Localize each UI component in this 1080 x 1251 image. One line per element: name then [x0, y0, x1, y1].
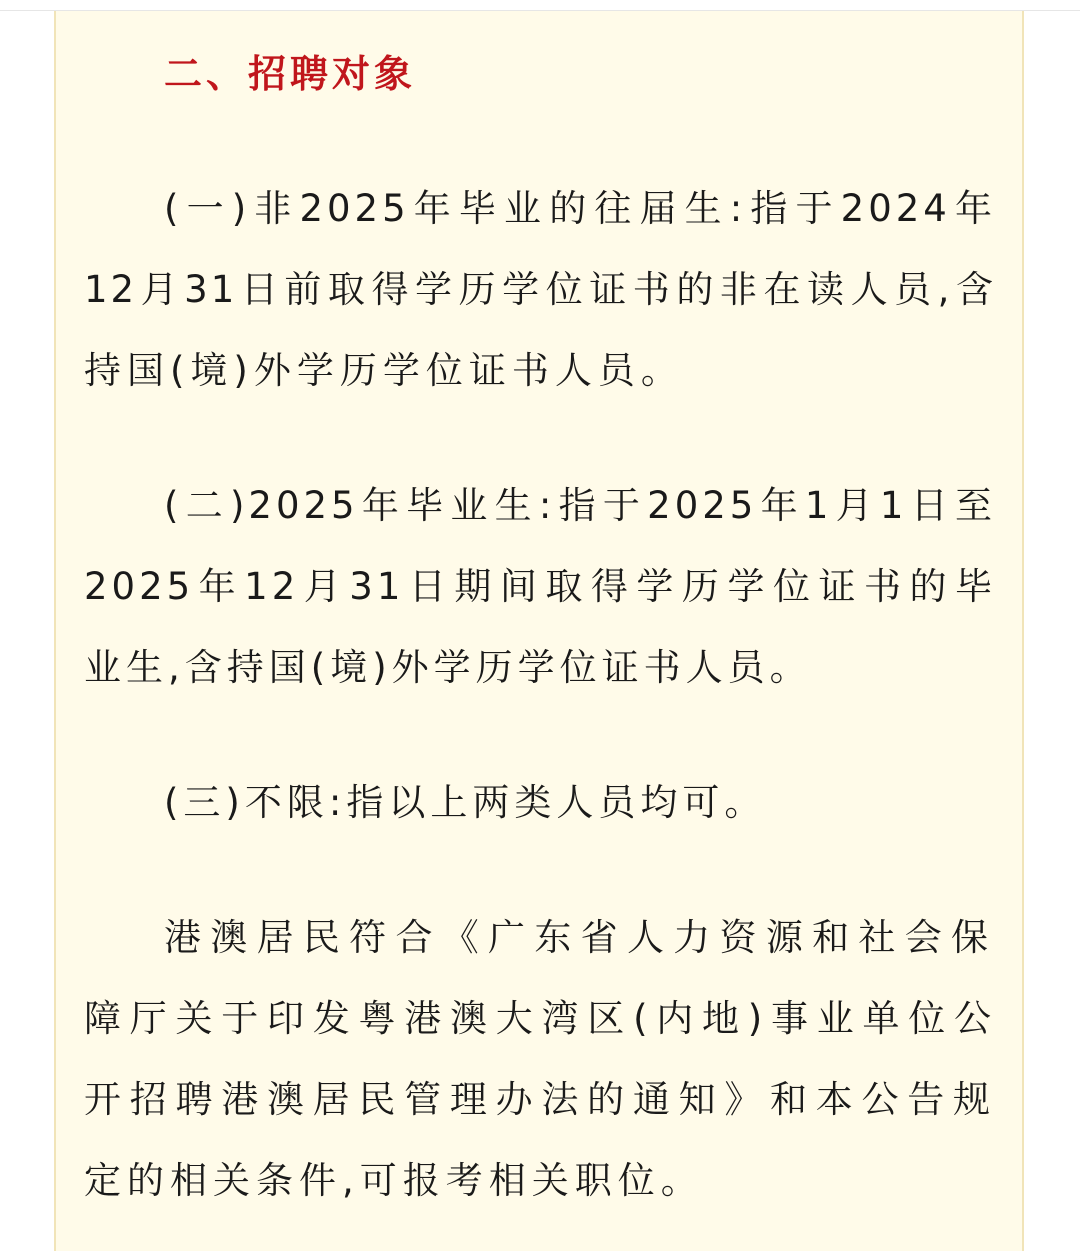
paragraph-previous-graduates [84, 168, 996, 411]
paragraph-line: (三)不限:指以上两类人员均可。 [164, 781, 767, 824]
paragraph-line: 业生,含持国(境)外学历学位证书人员。 [84, 646, 812, 689]
paragraph-line: 定的相关条件,可报考相关职位。 [84, 1159, 704, 1202]
section-heading: 二、招聘对象 [164, 52, 417, 96]
paragraph-line: (一)非2025年毕业的往届生:指于2024年 [164, 187, 996, 230]
paragraph-hk-macao-residents [84, 897, 996, 1221]
paragraph-2025-graduates [84, 465, 996, 708]
paragraph-line: 开招聘港澳居民管理办法的通知》和本公告规 [84, 1078, 996, 1121]
paragraph-line: 12月31日前取得学历学位证书的非在读人员,含 [84, 268, 996, 311]
paragraph-line: 2025年12月31日期间取得学历学位证书的毕 [84, 565, 996, 608]
paragraph-line: 港澳居民符合《广东省人力资源和社会保 [164, 916, 996, 959]
paragraph-line: 持国(境)外学历学位证书人员。 [84, 349, 684, 392]
paragraph-line: 障厅关于印发粤港澳大湾区(内地)事业单位公 [84, 997, 996, 1040]
paragraph-unlimited [84, 762, 996, 843]
paragraph-line: (二)2025年毕业生:指于2025年1月1日至 [164, 484, 996, 527]
